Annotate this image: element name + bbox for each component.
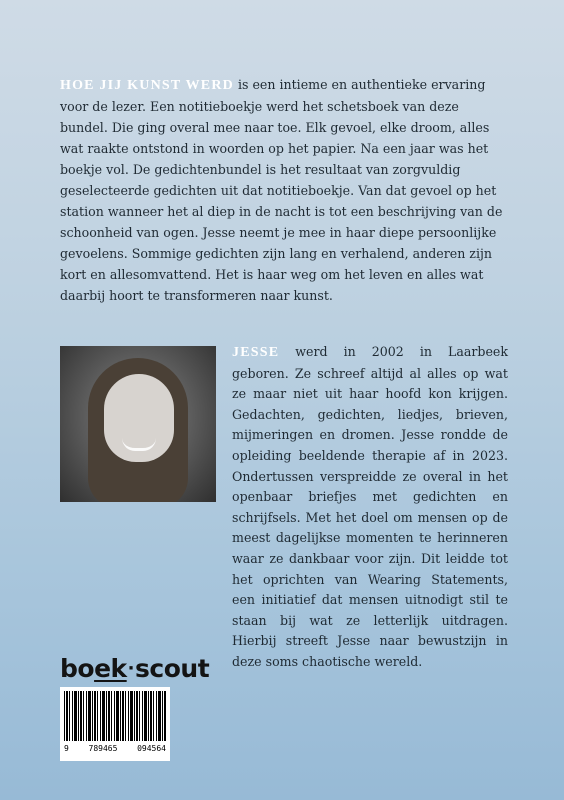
publisher-logo bbox=[60, 654, 210, 686]
author-bio-text: werd in 2002 in Laarbeek geboren. Ze schreef altijd al alles op wat ze maar niet uit haar hoofd kon krijgen. Gedachten, gedichten, liedjes, brieven, mijmeringen en dromen. Jesse rondde de opleiding beeldende therapie af in 2023. Ondertussen verspreidde ze overal in het openbaar briefjes met gedichten en schrijfsels. Met het doel om mensen op de meest dagelijkse momenten te herinneren waar ze dankbaar voor zijn. Dit leidde tot het oprichten van Wearing Statements, een initiatief dat mensen uitnodigt stil te staan bij wat ze letterlijk uitdragen. Hierbij streeft Jesse naar bewustzijn in deze soms chaotische wereld. bbox=[232, 344, 508, 669]
logo-part-bo: bo bbox=[60, 654, 95, 683]
author-bio bbox=[232, 342, 508, 673]
barcode-bars bbox=[64, 691, 166, 741]
barcode-group-1: 789465 bbox=[88, 744, 118, 753]
barcode-digit-first: 9 bbox=[64, 744, 69, 753]
book-title-lead: HOE JIJ KUNST WERD bbox=[60, 78, 234, 93]
logo-dot: · bbox=[127, 658, 135, 679]
blurb-text: is een intieme en authentieke ervaring voor de lezer. Een notitieboekje werd het schetsboek van deze bundel. Die ging overal mee naar toe. Elk gevoel, elke droom, alles wat raakte ontstond in woorden op het papier. Na een jaar was het boekje vol. De gedichtenbundel is het resultaat van zorgvuldig geselecteerde gedichten uit dat notitieboekje. Van dat gevoel op het station wanneer het al diep in de nacht is tot een beschrijving van de schoonheid van ogen. Jesse neemt je mee in haar diepe persoonlijke gevoelens. Sommige gedichten zijn lang en verhalend, anderen zijn kort en allesomvattend. Het is haar weg om het leven en alles wat daarbij hoort te transformeren naar kunst. bbox=[60, 77, 503, 303]
author-photo bbox=[60, 346, 216, 502]
logo-part-scout: scout bbox=[135, 654, 210, 683]
isbn-barcode bbox=[60, 687, 170, 761]
author-name-lead: JESSE bbox=[232, 345, 280, 360]
logo-part-ek: ek bbox=[94, 654, 127, 683]
barcode-group-2: 094564 bbox=[137, 744, 166, 753]
back-cover-blurb bbox=[60, 74, 508, 306]
barcode-number bbox=[64, 744, 166, 753]
